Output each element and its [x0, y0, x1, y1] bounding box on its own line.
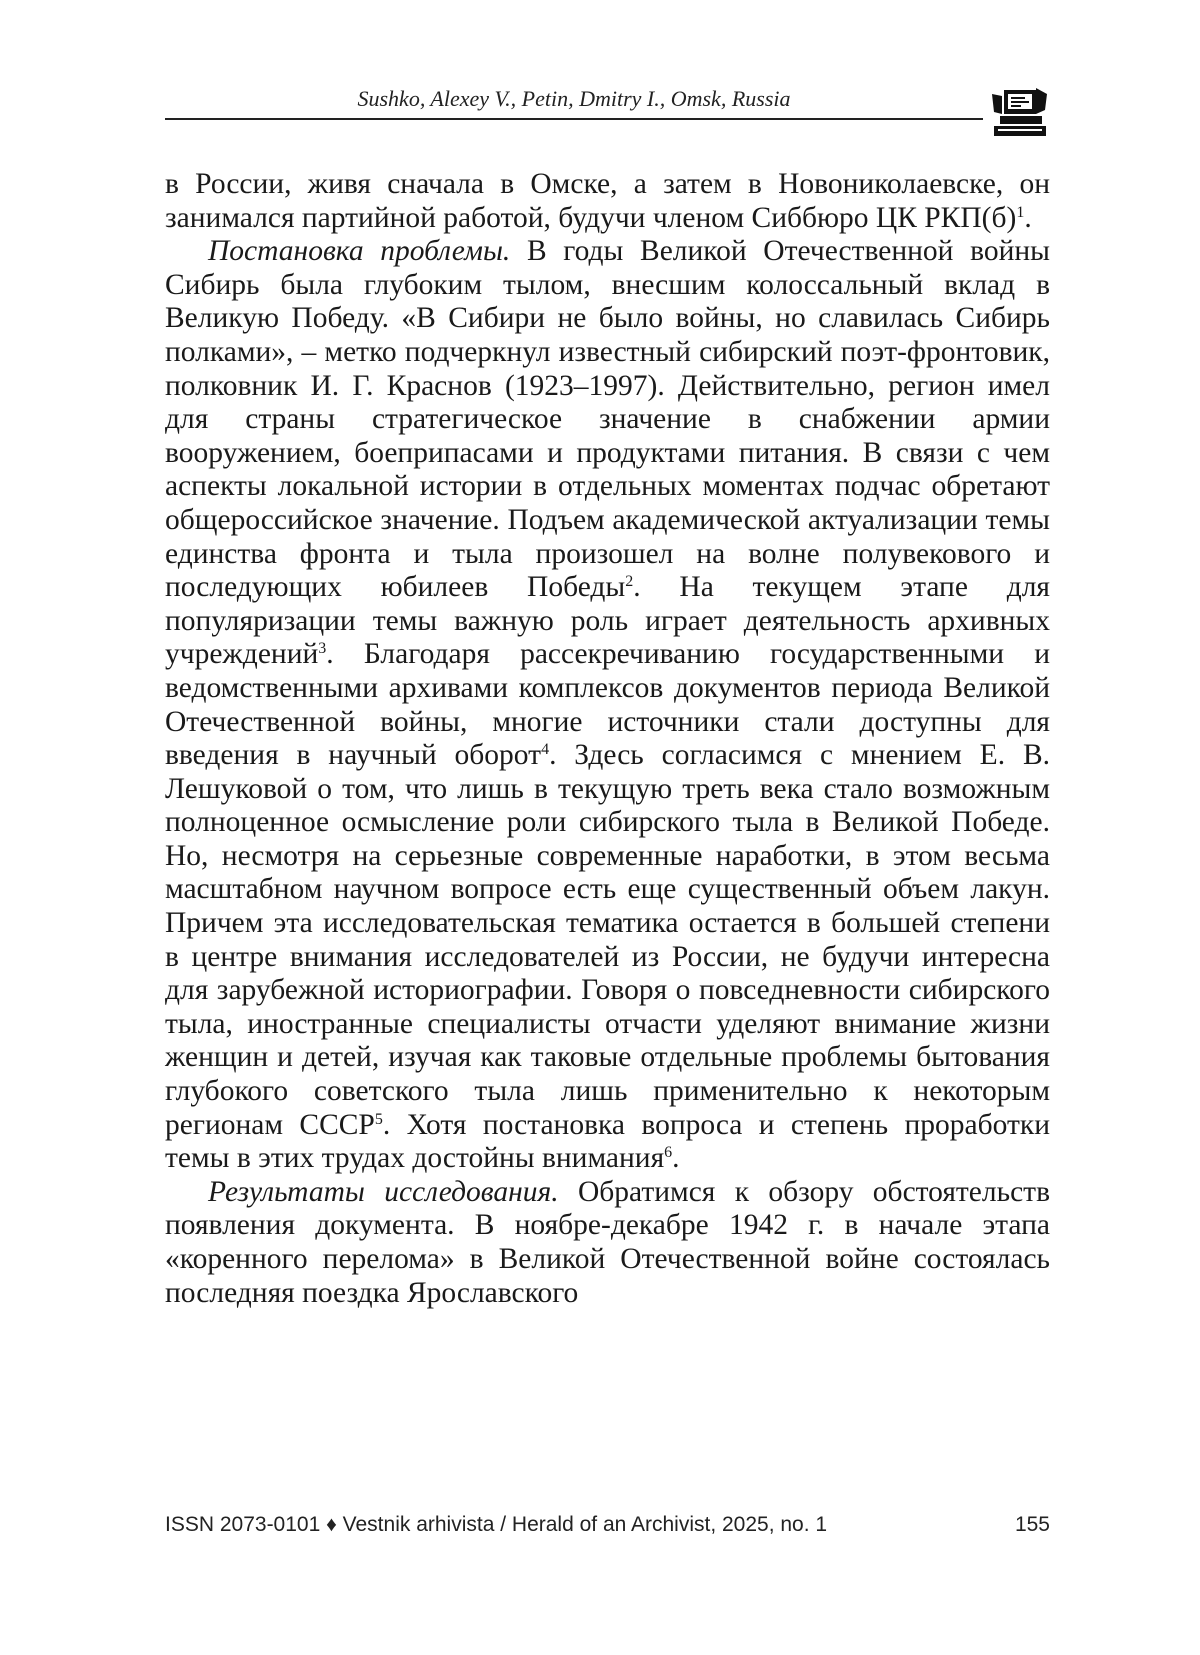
page-number: 155	[1014, 1513, 1050, 1536]
footnote-ref-4: 4	[541, 741, 550, 759]
journal-citation: ISSN 2073-0101 ♦ Vestnik arhivista / Herald of an Archivist, 2025, no. 1	[165, 1513, 828, 1536]
paragraph-results: Результаты исследования. Обратимся к обзору обстоятельств появления документа. В ноябре-декабре 1942 г. в начале этапа «коренного перелома» в Великой Отечественной войне состоялась последняя поездка Ярославского	[165, 1175, 1050, 1309]
article-body	[165, 168, 1050, 1310]
paragraph-1: в России, живя сначала в Омске, а затем в Новониколаевске, он занимался партийной работой, будучи членом Сиббюро ЦК $РКП(б)^1$.	[165, 168, 1050, 234]
footnote-ref-6: 6	[664, 1144, 673, 1162]
footnote-ref-5: 5	[374, 1110, 383, 1128]
page-footer	[165, 1513, 1050, 1543]
section-lead-results: Результаты исследования.	[208, 1175, 559, 1208]
footnote-ref-2: 2	[625, 573, 634, 591]
footnote-ref-3: 3	[318, 640, 327, 658]
footnote-ref-1: 1	[1016, 203, 1025, 221]
section-lead-problem: Постановка проблемы.	[208, 235, 511, 268]
running-head: Sushko, Alexey V., Petin, Dmitry I., Omsk, Russia	[357, 86, 791, 111]
computer-archive-icon	[990, 84, 1050, 140]
header-rule	[165, 118, 983, 120]
paragraph-problem: Постановка проблемы. В годы Великой Отечественной войны Сибирь была глубоким тылом, внесшим колоссальный вклад в Великую Победу. «В Сибири не было войны, но славилась Сибирь полками», – метко подчеркнул известный сибирский поэт-фронтовик, полковник И. Г. Краснов (1923–1997). Действительно, регион имел для страны стратегическое значение в снабжении армии вооружением, боеприпасами и продуктами питания. В связи с чем аспекты локальной истории в отдельных моментах подчас обретают общероссийское значение. Подъем академической актуализации темы единства фронта и тыла произошел на волне полувекового и последующих юбилеев Победы$^2$. На текущем этапе для популяризации темы важную роль играет деятельность архивных учреждений$^3$. Благодаря рассекречиванию государственными и ведомственными архивами комплексов документов периода Великой Отечественной войны, многие источники стали доступны для введения в научный оборот$^4$. Здесь согласимся с мнением Е. В. Лешуковой о том, что лишь в текущую треть века стало возможным полноценное осмысление роли сибирского тыла в Великой Победе. Но, несмотря на серьезные современные наработки, в этом весьма масштабном научном вопросе есть еще существенный объем лакун. Причем эта исследовательская тематика остается в большей степени в центре внимания исследователей из России, не будучи интересна для зарубежной историографии. Говоря о повседневности сибирского тыла, иностранные специалисты отчасти уделяют внимание жизни женщин и детей, изучая как таковые отдельные проблемы бытования глубокого советского тыла лишь применительно к некоторым регионам СССР$^5$. Хотя постановка вопроса и степень проработки темы в этих трудах достойны внимания$^6$.	[165, 235, 1050, 1175]
